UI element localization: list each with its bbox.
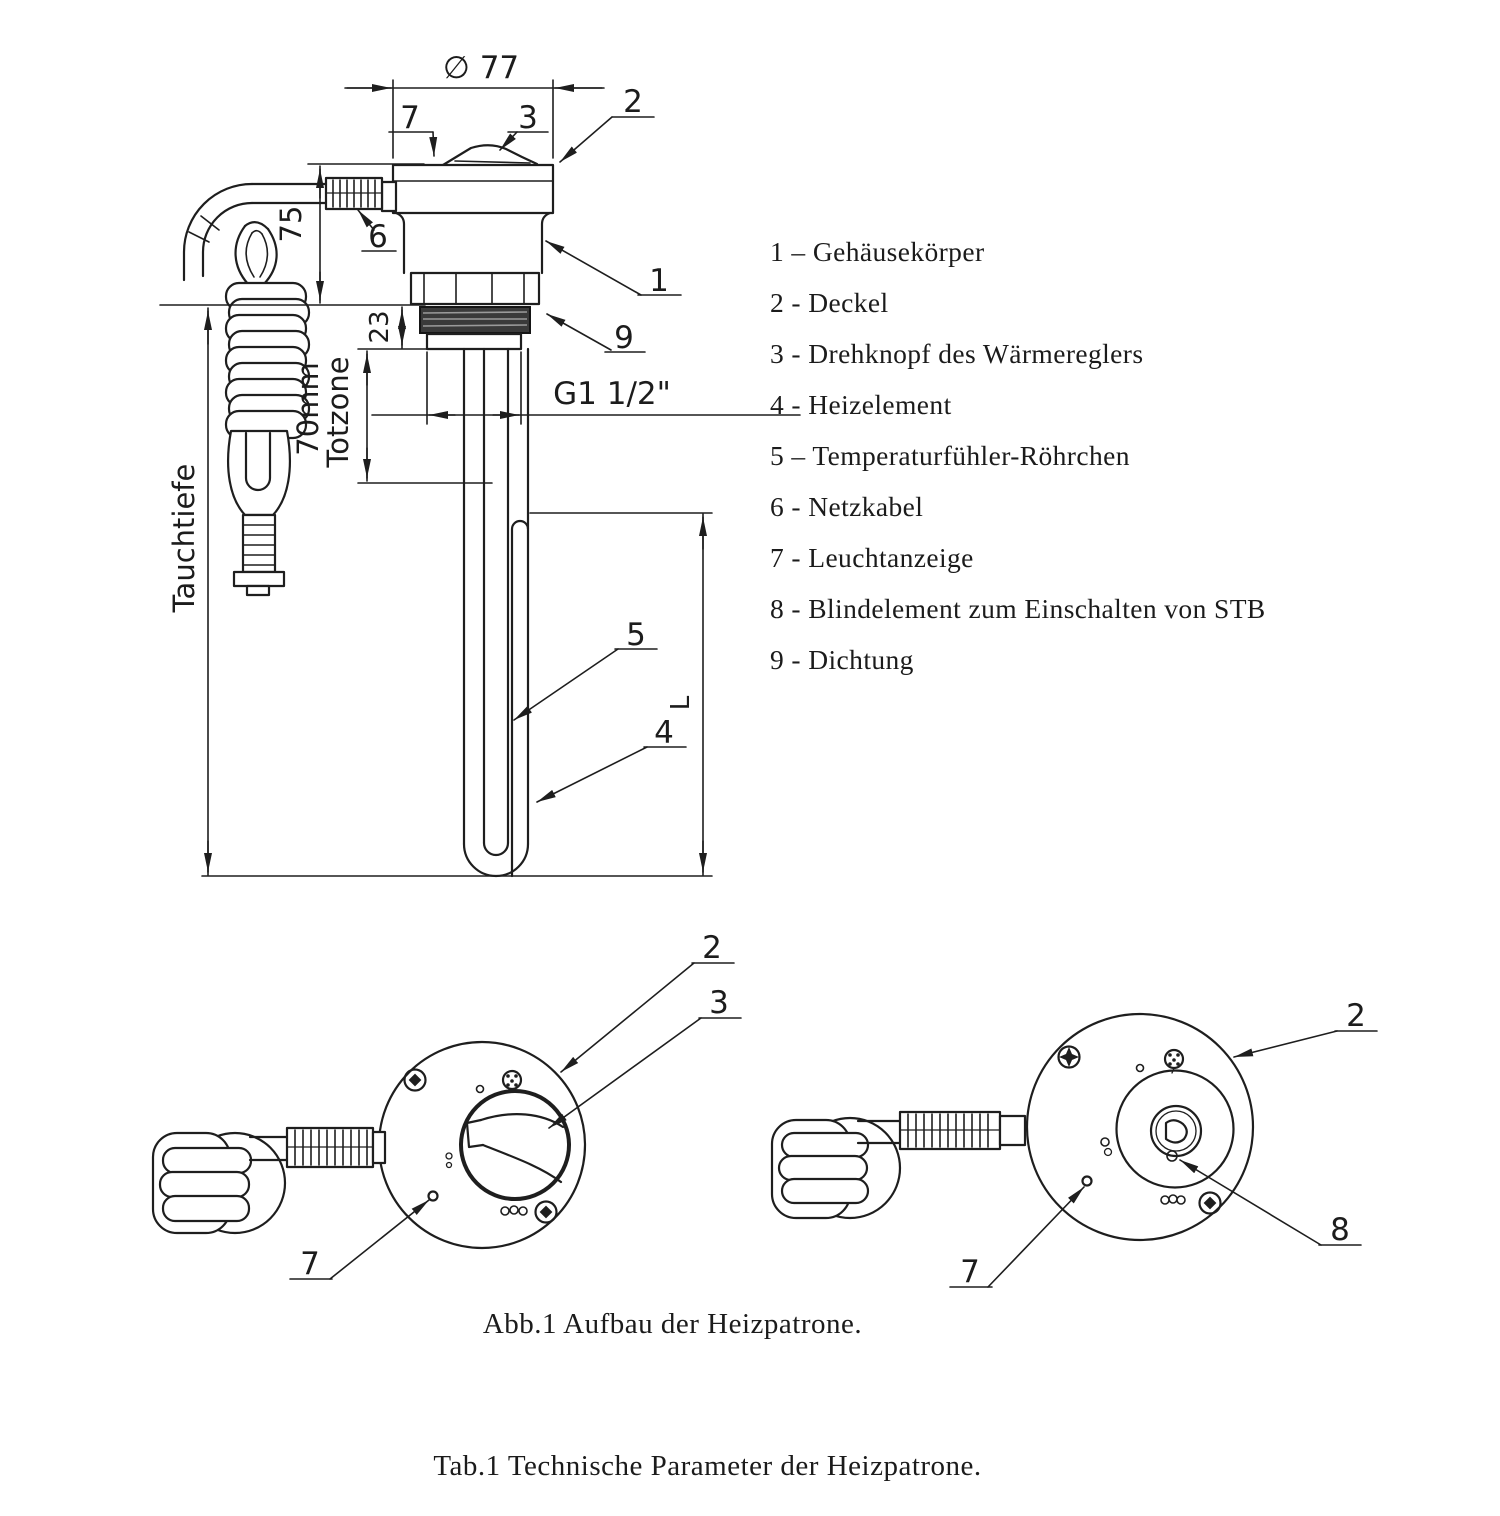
callout-knob-main: 3 bbox=[518, 100, 538, 136]
callout-seal-main: 9 bbox=[614, 320, 634, 356]
callout-knob-knob-view: 3 bbox=[709, 985, 729, 1021]
callout-blind-element: 8 bbox=[1330, 1212, 1350, 1248]
inner-boss bbox=[1117, 1071, 1234, 1188]
figure-caption: Abb.1 Aufbau der Heizpatrone. bbox=[482, 1308, 863, 1340]
callout-indicator-main: 7 bbox=[400, 100, 420, 136]
legend-item-8: 8 - Blindelement zum Einschalten von STB bbox=[770, 593, 1266, 624]
legend-item-3: 3 - Drehknopf des Wärmereglers bbox=[770, 338, 1144, 369]
legend-item-9: 9 - Dichtung bbox=[770, 644, 914, 675]
blind-view-plug bbox=[772, 1118, 900, 1218]
parts-legend bbox=[770, 226, 1370, 685]
dim-75-label: 75 bbox=[274, 205, 308, 243]
cable-collar bbox=[382, 182, 396, 211]
callout-cover-blind-view: 2 bbox=[1346, 998, 1366, 1034]
knob-base-line bbox=[455, 161, 530, 163]
knob-view-gland bbox=[287, 1128, 385, 1167]
callout-cover-knob-view: 2 bbox=[702, 930, 722, 966]
dim-deadzone-value: 70mm bbox=[291, 362, 325, 456]
legend-item-4: 4 - Heizelement bbox=[770, 389, 952, 420]
indicator-light bbox=[1083, 1177, 1092, 1186]
callout-cover-main: 2 bbox=[623, 84, 643, 120]
element-second-leg bbox=[512, 521, 528, 876]
heating-tube bbox=[464, 349, 528, 876]
indicator-light bbox=[429, 1192, 438, 1201]
seal-flange bbox=[427, 334, 521, 349]
blind-element-keyhole bbox=[1166, 1120, 1187, 1142]
table-caption: Tab.1 Technische Parameter der Heizpatrone. bbox=[433, 1450, 982, 1482]
dim-23-label: 23 bbox=[365, 310, 395, 344]
legend-item-5: 5 – Temperaturfühler-Röhrchen bbox=[770, 440, 1130, 471]
callout-housing-main: 1 bbox=[649, 263, 669, 299]
dim-thread-size-label: G1 1/2" bbox=[553, 376, 671, 412]
legend-item-6: 6 - Netzkabel bbox=[770, 491, 924, 522]
hex-nut bbox=[411, 273, 539, 304]
callout-heating-element-main: 4 bbox=[654, 715, 674, 751]
legend-item-1: 1 – Gehäusekörper bbox=[770, 236, 985, 267]
blind-view-gland bbox=[900, 1112, 1025, 1149]
callout-sensor-tube-main: 5 bbox=[626, 617, 646, 653]
blind-element bbox=[1151, 1106, 1201, 1156]
legend-item-7: 7 - Leuchtanzeige bbox=[770, 542, 974, 573]
blind-face-view bbox=[772, 998, 1377, 1290]
dim-diameter-label: ∅ 77 bbox=[442, 50, 520, 86]
knob-view-plug bbox=[153, 1133, 285, 1233]
callout-indicator-blind-view: 7 bbox=[960, 1254, 980, 1290]
housing-body bbox=[396, 213, 550, 273]
mains-plug bbox=[228, 431, 290, 595]
knob-face-view bbox=[153, 930, 741, 1282]
heater-head bbox=[382, 145, 553, 349]
callout-indicator-knob-view: 7 bbox=[300, 1246, 320, 1282]
legend-item-2: 2 - Deckel bbox=[770, 287, 889, 318]
dim-deadzone-label: Totzone bbox=[321, 356, 355, 468]
cover-outline bbox=[393, 165, 553, 213]
callout-cable-main: 6 bbox=[368, 219, 388, 255]
dim-immersion-depth-label: Tauchtiefe bbox=[167, 463, 201, 613]
dim-length-label: L bbox=[666, 695, 696, 711]
pipe-thread-band bbox=[420, 307, 530, 333]
